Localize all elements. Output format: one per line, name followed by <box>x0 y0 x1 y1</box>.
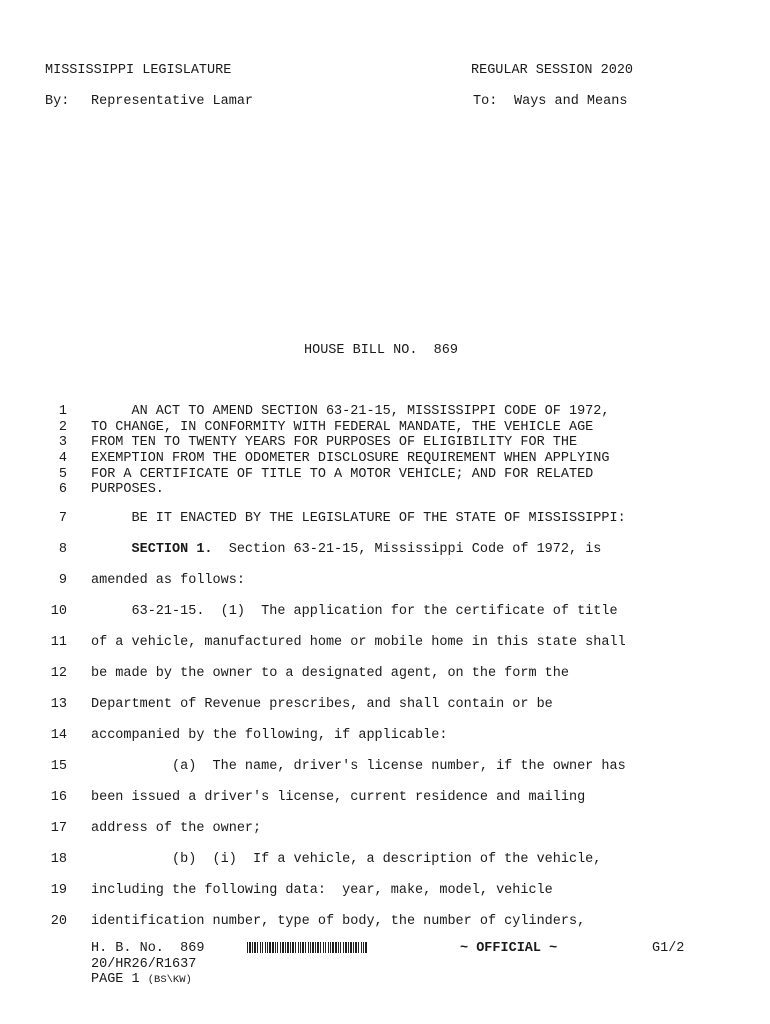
line-text: accompanied by the following, if applicable: <box>91 728 448 743</box>
line-number: 8 <box>58 542 67 557</box>
line-indent <box>91 542 132 557</box>
line-number: 19 <box>50 883 67 898</box>
line-number: 1 <box>58 404 67 419</box>
line-number: 20 <box>50 914 67 929</box>
line-number: 13 <box>50 697 67 712</box>
page-code: G1/2 <box>652 941 685 956</box>
line-text: AN ACT TO AMEND SECTION 63-21-15, MISSISSIPPI CODE OF 1972, <box>91 404 610 419</box>
line-number: 18 <box>50 852 67 867</box>
line-text: be made by the owner to a designated agent, on the form the <box>91 666 569 681</box>
line-number: 14 <box>50 728 67 743</box>
line-text-rest: Section 63-21-15, Mississippi Code of 1972, is <box>212 542 602 557</box>
line-text: identification number, type of body, the number of cylinders, <box>91 914 586 929</box>
session-label: REGULAR SESSION 2020 <box>471 63 634 78</box>
line-text <box>91 542 601 558</box>
line-number: 7 <box>58 511 67 526</box>
line-text: address of the owner; <box>91 821 262 836</box>
line-text: amended as follows: <box>91 573 245 588</box>
official-label: ~ OFFICIAL ~ <box>460 941 558 956</box>
line-text: (a) The name, driver's license number, if the owner has <box>91 759 626 774</box>
bill-title: HOUSE BILL NO. 869 <box>304 343 458 358</box>
line-number: 2 <box>58 420 67 435</box>
by-label: By: <box>45 94 70 109</box>
line-text: EXEMPTION FROM THE ODOMETER DISCLOSURE REQUIREMENT WHEN APPLYING <box>91 451 610 466</box>
line-text: FROM TEN TO TWENTY YEARS FOR PURPOSES OF ELIGIBILITY FOR THE <box>91 435 578 450</box>
line-number: 12 <box>50 666 67 681</box>
line-text: (b) (i) If a vehicle, a description of the vehicle, <box>91 852 602 867</box>
draft-id: 20/HR26/R1637 <box>91 957 197 972</box>
line-number: 5 <box>58 467 67 482</box>
sponsor-name: Representative Lamar <box>91 94 254 109</box>
line-text: been issued a driver's license, current residence and mailing <box>91 790 586 805</box>
line-text: BE IT ENACTED BY THE LEGISLATURE OF THE STATE OF MISSISSIPPI: <box>91 511 626 526</box>
line-text: including the following data: year, make, model, vehicle <box>91 883 553 898</box>
section-heading: SECTION 1. <box>131 542 213 557</box>
page-label: PAGE 1 <box>91 972 140 987</box>
to-label: To: <box>473 94 498 109</box>
line-number: 17 <box>50 821 67 836</box>
line-text: PURPOSES. <box>91 482 164 497</box>
line-text: of a vehicle, manufactured home or mobile home in this state shall <box>91 635 626 650</box>
page-label-row <box>91 972 192 988</box>
line-number: 15 <box>50 759 67 774</box>
line-text: Department of Revenue prescribes, and shall contain or be <box>91 697 553 712</box>
line-text: 63-21-15. (1) The application for the certificate of title <box>91 604 618 619</box>
line-text: TO CHANGE, IN CONFORMITY WITH FEDERAL MANDATE, THE VEHICLE AGE <box>91 420 594 435</box>
line-text: FOR A CERTIFICATE OF TITLE TO A MOTOR VEHICLE; AND FOR RELATED <box>91 467 594 482</box>
committee-name: Ways and Means <box>514 94 628 109</box>
legislature-name: MISSISSIPPI LEGISLATURE <box>45 63 232 78</box>
line-number: 4 <box>58 451 67 466</box>
line-number: 10 <box>50 604 67 619</box>
line-number: 3 <box>58 435 67 450</box>
line-number: 6 <box>58 482 67 497</box>
barcode-image <box>247 942 367 953</box>
footer-bill-ref: H. B. No. 869 <box>91 941 205 956</box>
line-number: 11 <box>50 635 67 650</box>
typist-initials: (BS\KW) <box>147 974 192 986</box>
line-number: 16 <box>50 790 67 805</box>
line-number: 9 <box>58 573 67 588</box>
